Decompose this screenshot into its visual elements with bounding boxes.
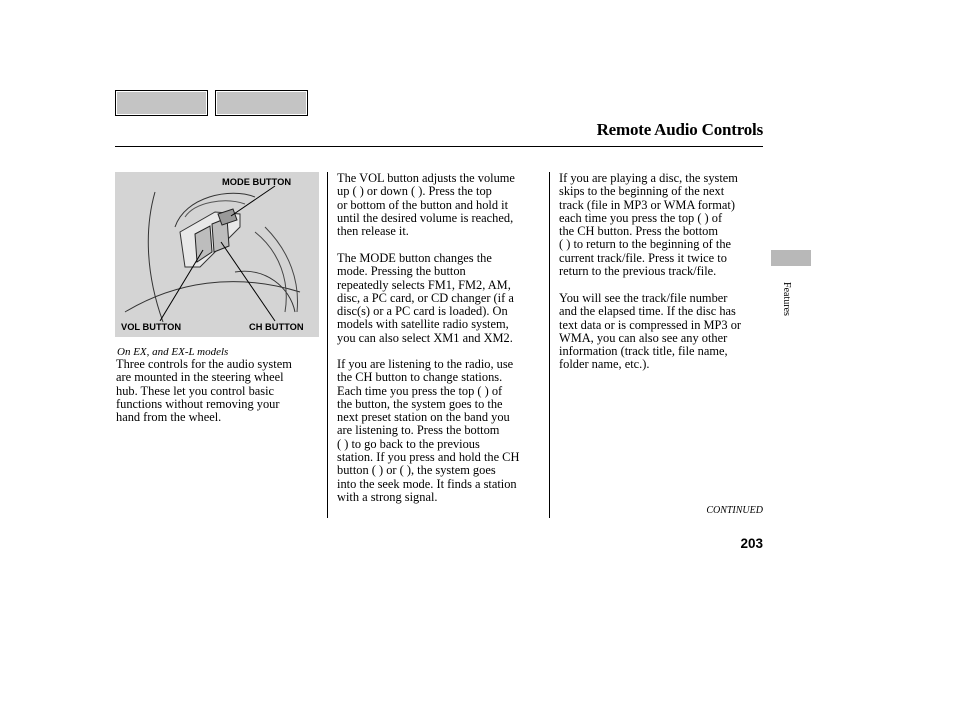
steering-wheel-illustration [115,172,319,337]
continued-label: CONTINUED [706,505,763,516]
figure-caption: On EX, and EX-L models [117,346,229,358]
ch-button-radio-paragraph: If you are listening to the radio, use the CH button to change stations. Each time you press the top ( ) of the button, the system goes to the next preset station on the band you are listening to. Press the bottom ( ) to go back to the previous station. If you press and hold the CH button ( ) or ( ), the system goes into the seek mode. It finds a station with a strong signal. [337,357,520,504]
section-label: Features [781,282,792,316]
nav-tab-table-of-contents[interactable] [215,90,308,116]
header-rule [115,146,763,147]
vol-button-paragraph: The VOL button adjusts the volume up ( ) or down ( ). Press the top or bottom of the button and hold it until the desired volume is reached, then release it. [337,171,515,239]
mode-button-paragraph: The MODE button changes the mode. Pressing the button repeatedly selects FM1, FM2, AM, disc, a PC card, or CD changer (if a disc(s) or a PC card is loaded). On models with satellite radio system, you can also select XM1 and XM2. [337,251,514,345]
vol-button-label: VOL BUTTON [121,322,182,332]
intro-paragraph: Three controls for the audio system are mounted in the steering wheel hub. These let you control basic functions without removing your hand from the wheel. [116,357,292,425]
nav-tab-main-menu[interactable] [115,90,208,116]
column-divider [327,172,328,518]
mode-button-label: MODE BUTTON [222,177,292,187]
page-title: Remote Audio Controls [596,120,763,139]
ch-button-disc-paragraph: If you are playing a disc, the system skips to the beginning of the next track (file in MP3 or WMA format) each time you press the top ( ) of the CH button. Press the bottom ( ) to return to the beginning of the current track/file. Press it twice to return to the previous track/file. [559,171,738,279]
steering-wheel-drawing [115,172,319,337]
track-info-paragraph: You will see the track/file number and the elapsed time. If the disc has text data or is compressed in MP3 or WMA, you can also see any other information (track title, file name, folder name, etc.). [559,291,742,372]
ch-button-label: CH BUTTON [249,322,304,332]
column-divider [549,172,550,518]
section-tab-marker[interactable] [771,250,811,266]
page-number: 203 [740,536,763,551]
